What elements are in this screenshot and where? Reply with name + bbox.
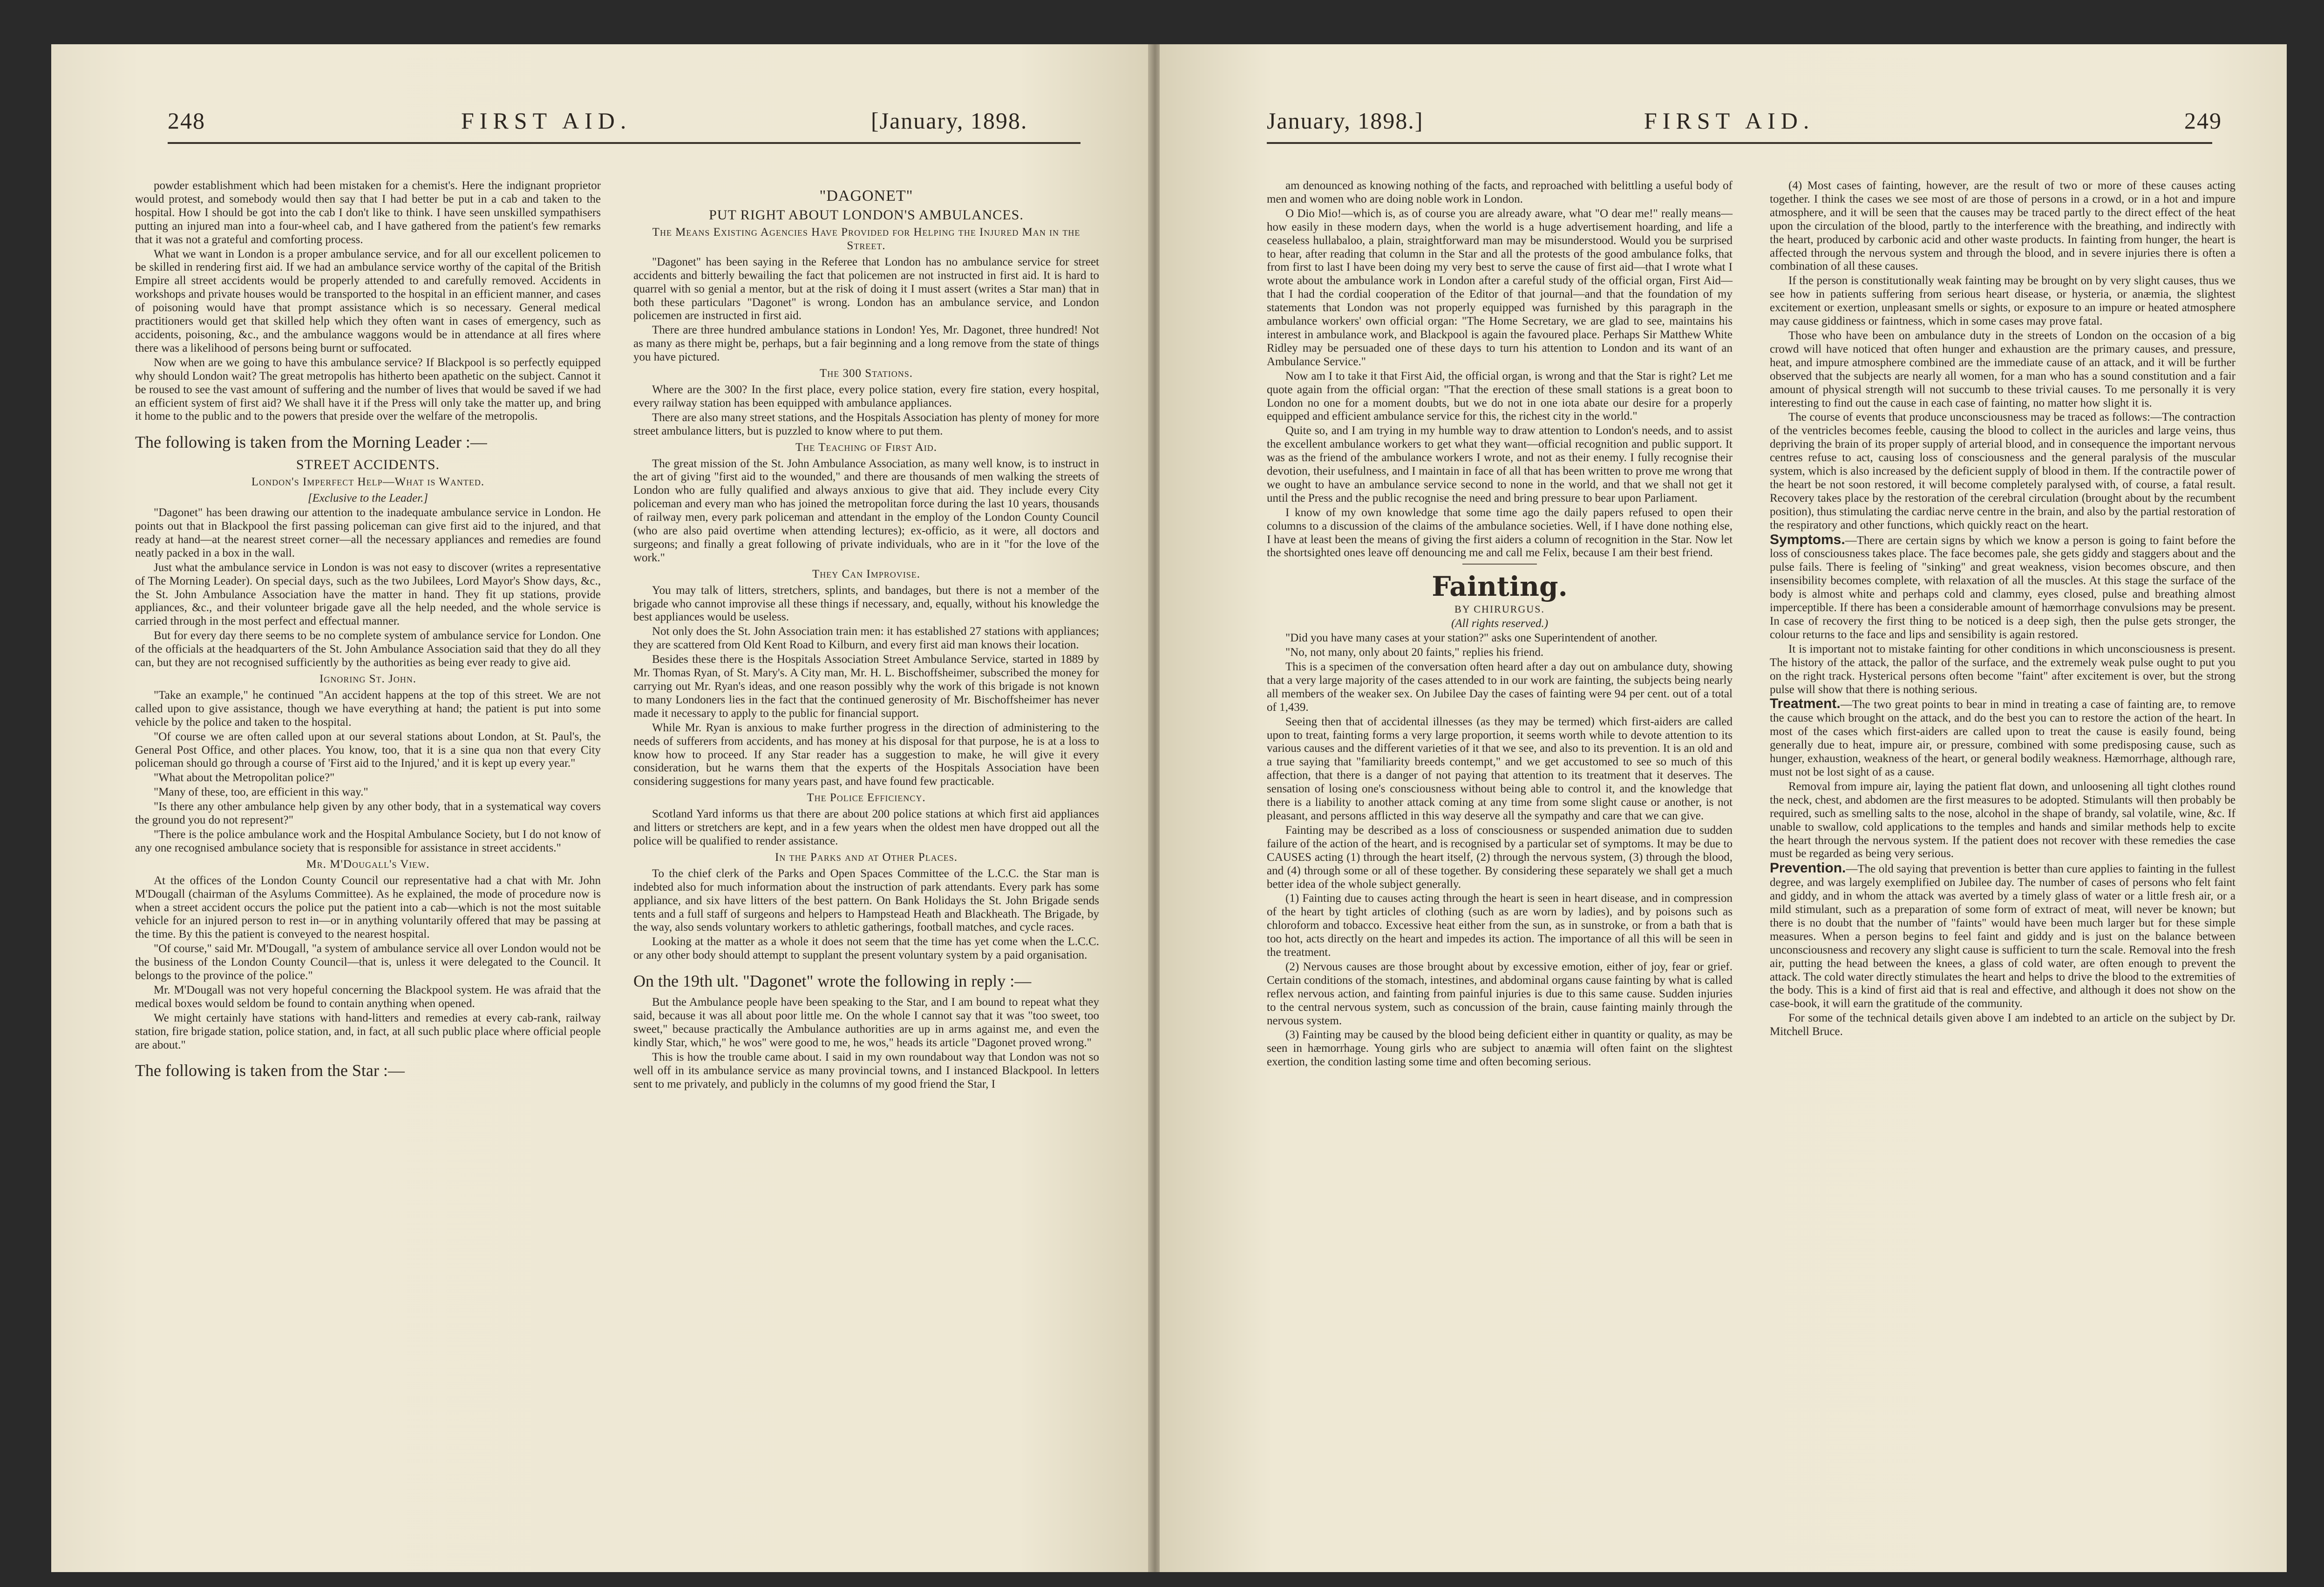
paragraph: Seeing then that of accidental illnesses (as they may be termed) which first-aiders are called upon to treat, fainting forms a very large proportion, it seems worth while to devote attention to its various causes and the different varieties of it that we see, and also to its prevention. It is an old and a true saying that "familiarity breeds contempt," and we get accustomed to see so much of this affection, that there is a danger of not paying that attention to its treatment that it deserves. The sensation of losing one's consciousness without being able to control it, and the knowledge that there is a liability to another attack coming at any time from some slight cause or another, is not pleasant, and persons afflicted in this way deserve all the sympathy and care that we can give. xyxy=(1267,715,1733,822)
paragraph: "Did you have many cases at your station?" asks one Superintendent of another. xyxy=(1285,632,1658,645)
paragraph: "Of course we are often called upon at our several stations about London, at St. Paul's, the General Post Office, and other places. You know, too, that it is a sine qua non that every City policeman should go through a course of 'First aid to the Injured,' and it is kept up every year." xyxy=(135,730,601,770)
paragraph: "What about the Metropolitan police?" xyxy=(154,771,335,784)
issue-date: January, 1898.] xyxy=(1267,108,1424,134)
paragraph-text: —There are certain signs by which we know a person is going to faint before the loss of consciousness takes place. The face becomes pale, she gets giddy and staggers about and the pulse fails. There is feeling of "sinking" and great weakness, vision becomes obscure, and then insensibility becomes complete, with relaxation of all the muscles. At this stage the surface of the body is almost white and perhaps cold and clammy, eyes closed, pulse and breathing almost imperceptible. If there has been a considerable amount of hæmorrhage convulsions may be present. In case of recovery the first thing to be noticed is a deep sigh, then the pulse gets stronger, the colour returns to the face and lips and sensibility is again restored. xyxy=(1770,534,2236,641)
paragraph: I know of my own knowledge that some time ago the daily papers refused to open their columns to a discussion of the claims of the ambulance societies. Well, if I have done nothing else, I have at least been the means of giving the first aiders a column of recognition in the Star. Now let the shortsighted ones leave off denouncing me and call me Felix, because I am their best friend. xyxy=(1267,506,1733,559)
lead-in-line: The following is taken from the Star :— xyxy=(135,1061,405,1080)
paragraph: There are three hundred ambulance stations in London! Yes, Mr. Dagonet, three hundred! Not as many as there might be, perhaps, but a fair beginning and a long remove from the state of things you have pictured. xyxy=(633,324,1099,364)
paragraph: powder establishment which had been mistaken for a chemist's. Here the indignant proprietor would protest, and somebody would then say that I had better be put in a cab and taken to the hospital. How I should be got into the cab I don't like to think. I have seen unskilled sympathisers putting an injured man into a four-wheel cab, and I have gathered from the patient's few remarks that it was not a grateful and comforting process. xyxy=(135,179,601,246)
section-heading: The Means Existing Agencies Have Provided for Helping the Injured Man in the Street. xyxy=(652,226,1080,252)
right-column-1 xyxy=(1267,179,1733,1070)
paragraph: What we want in London is a proper ambulance service, and for all our excellent policemen to be skilled in rendering first aid. If we had an ambulance service worthy of the capital of the British Empire all street accidents would be properly attended to and carefully removed. Accidents in workshops and private houses would be transported to the hospital in an efficient manner, and cases of poisoning would have that prompt assistance which is so necessary. General medical practitioners would get that skilled help which they often want in cases of emergency, such as accidents, poisoning, &c., and the ambulance waggons would be in attendance at all fires where there was a likelihood of persons being burnt or suffocated. xyxy=(135,247,601,354)
page-number: 249 xyxy=(2184,108,2222,134)
paragraph: Scotland Yard informs us that there are about 200 police stations at which first aid appliances and litters or stretchers are kept, and in a few years when the oldest men have dropped out all the police will be qualified to render assistance. xyxy=(633,808,1099,847)
paragraph: Quite so, and I am trying in my humble way to draw attention to London's needs, and to assist the excellent ambulance workers to get what they want—official recognition and public support. It was as the friend of the ambulance workers I wrote, and not as their enemy. I fully recognise their devotion, their usefulness, and I maintain in face of all that has been written to prove me wrong that we ought to have an ambulance service second to none in the world, and that we shall not get it until the Press and the public recognise the need and bring pressure to bear upon Parliament. xyxy=(1267,424,1733,504)
running-title: FIRST AID. xyxy=(461,108,632,134)
paragraph: "Dagonet" has been drawing our attention to the inadequate ambulance service in London. He points out that in Blackpool the first passing policeman can give first aid to the injured, and that ready at hand—at the nearest street corner—all the necessary appliances and remedies are found neatly packed in a box in the wall. xyxy=(135,506,601,559)
paragraph: While Mr. Ryan is anxious to make further progress in the direction of administering to the needs of sufferers from accidents, and has money at his disposal for that purpose, he is at a loss to know how to proceed. If any Star reader has a suggestion to make, he will give it every consideration, but he warns them that the experts of the Hospitals Association have been considering suggestions for many years past, and have found few practicable. xyxy=(633,721,1099,788)
paragraph: "Is there any other ambulance help given by any other body, that in a systematical way covers the ground you do not represent?" xyxy=(135,800,601,827)
subsection-caption: Prevention. xyxy=(1770,860,1846,876)
section-heading: The Police Efficiency. xyxy=(807,791,926,804)
paragraph-text: —The two great points to bear in mind in treating a case of fainting are, to remove the cause which brought on the attack, and do the best you can to restore the action of the heart. In most of the cases which first-aiders are called upon to treat the cause is easily found, being generally due to heat, impure air, or pressure, combined with some predisposing cause, such as hunger, exhaustion, weakness of the heart, or general bodily weakness. Hæmorrhage, although rare, must not be lost sight of as a cause. xyxy=(1770,698,2236,778)
paragraph xyxy=(1770,697,2236,779)
paragraph: This is a specimen of the conversation often heard after a day out on ambulance duty, showing that a very large majority of the cases attended to in our work are fainting, the subjects being nearly all members of the weaker sex. On Jubilee Day the cases of fainting were 94 per cent. out of a total of 1,439. xyxy=(1267,661,1733,714)
section-heading: Ignoring St. John. xyxy=(319,673,416,685)
section-heading: Mr. M'Dougall's View. xyxy=(306,858,430,871)
paragraph: am denounced as knowing nothing of the facts, and reproached with belittling a useful body of men and women who are doing noble work in London. xyxy=(1267,179,1733,205)
paragraph: Not only does the St. John Association train men: it has established 27 stations with appliances; they are scattered from Old Kent Road to Kilburn, and every first aid man knows their location. xyxy=(633,625,1099,652)
article-title: Fainting. xyxy=(1432,571,1568,603)
lead-in-line: The following is taken from the Morning Leader :— xyxy=(135,433,487,452)
subheading: PUT RIGHT ABOUT LONDON'S AMBULANCES. xyxy=(709,207,1024,223)
subsection-caption: Treatment. xyxy=(1770,696,1841,712)
section-heading: In the Parks and at Other Places. xyxy=(775,851,958,864)
paragraph: "Of course," said Mr. M'Dougall, "a system of ambulance service all over London would not be the business of the London County Council—that is, unless it were delegated to the Council. It belongs to the province of the police." xyxy=(135,942,601,982)
paragraph: (4) Most cases of fainting, however, are the result of two or more of these causes acting together. I think the cases we see most of are those of persons in a crowd, or in a hot and impure atmosphere, and it will be seen that the causes may be traced partly to the direct effect of the heat upon the circulation of the blood, partly to the interference with the breathing, and indirectly with the heart, produced by carbonic acid and other waste products. In fainting from hunger, the heart is affected through the nervous system and through the blood, and in severe injuries there is often a combination of all these causes. xyxy=(1770,179,2236,273)
paragraph: "Take an example," he continued "An accident happens at the top of this street. We are not called upon to give assistance, though we have everything at hand; the patient is put into some vehicle by the police and taken to the hospital. xyxy=(135,688,601,729)
italic-note: (All rights reserved.) xyxy=(1451,617,1549,630)
section-heading: The 300 Stations. xyxy=(820,367,913,380)
divider xyxy=(1462,564,1537,565)
paragraph: "Dagonet" has been saying in the Referee that London has no ambulance service for street accidents and bitterly bewailing the fact that policemen are not instructed in first aid. It is hard to quarrel with so genial a mentor, but at the risk of doing it I must assert (writes a Star man) that in both these particulars "Dagonet" is wrong. London has an ambulance service, and London policemen are instructed in first aid. xyxy=(633,255,1099,322)
running-title: FIRST AID. xyxy=(1644,108,1815,134)
right-column-2 xyxy=(1770,179,2236,1040)
lead-in-line: On the 19th ult. "Dagonet" wrote the following in reply :— xyxy=(633,972,1032,991)
paragraph: Fainting may be described as a loss of consciousness or suspended animation due to sudden failure of the action of the heart, and is recognised by a particular set of symptoms. It may be due to CAUSES acting (1) through the heart itself, (2) through the nervous system, (3) through the blood, and (4) through some or all of these together. By considering these separately we shall get a much better idea of the whole subject generally. xyxy=(1267,824,1733,891)
paragraph: You may talk of litters, stretchers, splints, and bandages, but there is not a member of the brigade who cannot improvise all these things if necessary, and, equally, without his knowledge the best appliances would be useless. xyxy=(633,584,1099,624)
paragraph: Removal from impure air, laying the patient flat down, and unloosening all tight clothes round the neck, chest, and abdomen are the first measures to be adopted. Stimulants will then probably be required, such as smelling salts to the nose, alcohol in the shape of brandy, sal volatile, wine, &c. If unable to swallow, cold applications to the temples and hands and similar methods help to excite the heart through the nervous system. If the patient does not recover with these remedies the case must be regarded as being very serious. xyxy=(1770,780,2236,860)
left-column-2 xyxy=(633,179,1099,1092)
paragraph: (3) Fainting may be caused by the blood being deficient either in quantity or quality, as may be seen in hæmorrhage. Young girls who are subject to anæmia will often faint on the slightest exertion, the condition lasting some time and often becoming serious. xyxy=(1267,1028,1733,1069)
section-heading: London's Imperfect Help—What is Wanted. xyxy=(251,476,485,489)
paragraph: "No, not many, only about 20 faints," replies his friend. xyxy=(1285,646,1544,659)
paragraph: Now when are we going to have this ambulance service? If Blackpool is so perfectly equipped why should London wait? The great metropolis has hitherto been apathetic on the subject. Cannot it be roused to see the vast amount of suffering and the number of lives that would be saved if we had an efficient system of first aid? We shall have it if the Press will only take the matter up, and bring it home to the public and to the powers that preside over the welfare of the metropolis. xyxy=(135,356,601,423)
paragraph: Besides these there is the Hospitals Association Street Ambulance Service, started in 1889 by Mr. Thomas Ryan, of St. Mary's. A City man, Mr. H. L. Bischoffsheimer, subscribed the money for carrying out Mr. Ryan's ideas, and one reason possibly why the work of this brigade is not known to many Londoners lies in the fact that the continued generosity of Mr. Bischoffsheimer has never made it necessary to apply to the public for financial support. xyxy=(633,653,1099,720)
paragraph: Where are the 300? In the first place, every police station, every fire station, every hospital, every railway station has been equipped with ambulance appliances. xyxy=(633,383,1099,409)
paragraph: "There is the police ambulance work and the Hospital Ambulance Society, but I do not know of any one recognised ambulance society that is responsible for assistance in street accidents." xyxy=(135,828,601,854)
paragraph-text: —The old saying that prevention is better than cure applies to fainting in the fullest degree, and was largely exemplified on Jubilee day. The number of cases of persons who felt faint and giddy, and in whom the attack was averted by a timely glass of water or a little fresh air, or a mild stimulant, such as a preparation of some form of extract of meat, will never be known; but there is no doubt that the number of "faints" would have been much larger but for these simple measures. When a person begins to feel faint and giddy and is just on the balance between unconsciousness and recovery any slight cause is sufficient to turn the scale. Removal into the fresh air, putting the head between the knees, a glass of cold water, are often enough to prevent the attack. The cold water directly stimulates the heart and helps to drive the blood to the extremities of the body. This is a kind of first aid that is real and effective, and although it does not show on the case-book, it will earn the gratitude of the community. xyxy=(1770,863,2236,1010)
paragraph: We might certainly have stations with hand-litters and remedies at every cab-rank, railway station, fire brigade station, police station, and, in fact, at all such public place where official people are about." xyxy=(135,1011,601,1051)
book-spread xyxy=(51,44,2287,1572)
subheading: STREET ACCIDENTS. xyxy=(296,457,440,473)
header-rule xyxy=(1267,142,2212,144)
paragraph: Just what the ambulance service in London is was not easy to discover (writes a representative of The Morning Leader). On special days, such as the two Jubilees, Lord Mayor's Show days, &c., the St. John Ambulance Association have the matter in hand. They fit up stations, provide appliances, &c., and their volunteer brigade gave all the help needed, and the whole service is carried through in the most perfect and effectual manner. xyxy=(135,561,601,628)
paragraph: Mr. M'Dougall was not very hopeful concerning the Blackpool system. He was afraid that the medical boxes would seldom be found to contain anything when opened. xyxy=(135,983,601,1010)
paragraph: Those who have been on ambulance duty in the streets of London on the occasion of a big crowd will have noticed that often hunger and exhaustion are the primary causes, and pressure, heat, and impure atmosphere combined are the immediate cause of an attack, and it will be further observed that the subjects are nearly all women, for a man who has a sound constitution and a fair amount of physical strength will not succumb to these trivial causes. To me personally it is very interesting to find out the cause in each case of fainting, no matter how slight it is. xyxy=(1770,329,2236,409)
section-heading: They Can Improvise. xyxy=(812,567,921,580)
paragraph xyxy=(1770,533,2236,642)
paragraph: To the chief clerk of the Parks and Open Spaces Committee of the L.C.C. the Star man is indebted also for much information about the instruction of park attendants. Every park has some appliance, and six have litters of the best pattern. On Bank Holidays the St. John Brigade sends tents and a full staff of surgeons and helpers to Hampstead Heath and Blackheath. The Brigade, by the way, also sends voluntary workers to athletic gatherings, football matches, and cycle races. xyxy=(633,867,1099,934)
paragraph: The course of events that produce unconsciousness may be traced as follows:—The contraction of the ventricles becomes feeble, causing the blood to collect in the auricles and large veins, thus depriving the brain of its proper supply of arterial blood, and in consequence the important nervous centres refuse to act, causing loss of consciousness and the general paralysis of the muscular system, which is also increased by the deficient supply of blood in them. If the contractile power of the heart be not soon restored, it will become completely paralysed with, of course, a fatal result. Recovery takes place by the restoration of the cerebral circulation (brought about by the recumbent position), thus stimulating the cardiac nerve centre in the brain, and also by the partial restoration of the respiratory and other functions, which quickly react on the heart. xyxy=(1770,411,2236,531)
byline: BY CHIRURGUS. xyxy=(1454,603,1545,615)
page-number: 248 xyxy=(168,108,205,134)
paragraph: (2) Nervous causes are those brought about by excessive emotion, either of joy, fear or grief. Certain conditions of the stomach, intestines, and abdominal organs cause fainting by what is called reflex nervous action, and fainting from painful injuries is due to this same cause. Sudden injuries to the central nervous system, such as concussion of the brain, cause fainting mainly through the nervous system. xyxy=(1267,960,1733,1027)
issue-date: [January, 1898. xyxy=(871,108,1028,134)
paragraph: If the person is constitutionally weak fainting may be brought on by very slight causes, thus we see how in patients suffering from serious heart disease, or hysteria, or anæmia, the slightest excitement or exertion, unpleasant smells or sights, or exposure to an impure or heated atmosphere may cause giddiness or faintness, which in some cases may prove fatal. xyxy=(1770,274,2236,328)
paragraph: For some of the technical details given above I am indebted to an article on the subject by Dr. Mitchell Bruce. xyxy=(1770,1012,2236,1038)
paragraph: But the Ambulance people have been speaking to the Star, and I am bound to repeat what they said, because it was all about poor little me. On the whole I cannot say that it was "too sweet, too sweet," because practically the Ambulance authorities are up in arms against me, and even the kindly Star, which," he wos" were good to me, he wos," heads its article "Dagonet proved wrong." xyxy=(633,996,1099,1049)
article-title: "DAGONET" xyxy=(819,187,913,204)
italic-note: [Exclusive to the Leader.] xyxy=(307,492,428,505)
paragraph: At the offices of the London County Council our representative had a chat with Mr. John M'Dougall (chairman of the Asylums Committee). As he explained, the mode of procedure now is when a street accident occurs the police put the patient into a cab—which is not the most suitable vehicle for an injured person to rest in—or in anything voluntarily offered that may be passing at the time. By this the patient is conveyed to the nearest hospital. xyxy=(135,874,601,941)
section-heading: The Teaching of First Aid. xyxy=(795,441,937,454)
paragraph: But for every day there seems to be no complete system of ambulance service for London. One of the officials at the headquarters of the St. John Ambulance Association said that they do all they can, but they are not recognised sufficiently by the authorities as being ever ready to give aid. xyxy=(135,629,601,669)
header-rule xyxy=(168,142,1080,144)
paragraph: The great mission of the St. John Ambulance Association, as many well know, is to instruct in the art of giving "first aid to the wounded," and there are thousands of men walking the streets of London who are fully qualified and always anxious to give that aid. They include every City policeman and every man who has joined the metropolitan force during the last 10 years, thousands of railway men, every park policeman and attendant in the employ of the London County Council (who are also paid overtime when attending lectures); ex-officio, as it were, all doctors and surgeons; and finally a great following of private individuals, who are in it "for the love of the work." xyxy=(633,457,1099,564)
paragraph: (1) Fainting due to causes acting through the heart is seen in heart disease, and in compression of the heart by tight articles of clothing (such as are worn by ladies), and by poisons such as chloroform and tobacco. Excessive heat either from the sun, as in sunstroke, or from a bath that is too hot, acts directly on the heart and impedes its action. The importance of all this will be seen in the treatment. xyxy=(1267,892,1733,959)
paragraph: O Dio Mio!—which is, as of course you are already aware, what "O dear me!" really means—how easily in these modern days, when the world is a huge advertisement hoarding, and life a ceaseless hullabaloo, a plain, straightforward man may be misunderstood. Would you be surprised to hear, after reading that column in the Star and all the protests of the good ambulance folks, that from first to last I have been doing my very best to serve the cause of first aid—that I wrote what I wrote about the ambulance work in London after a careful study of the official organ, First Aid—that I had the cordial cooperation of the Editor of that journal—and that the foundation of my statements that London was not properly equipped was furnished by this paragraph in the ambulance workers' own official organ: "The Home Secretary, we are glad to see, maintains his interest in ambulance work, and Blackpool is again the favoured place. Perhaps Sir Matthew White Ridley may be persuaded one of these days to turn his attention to London and its want of an Ambulance Service." xyxy=(1267,207,1733,368)
left-page xyxy=(51,44,1150,1572)
paragraph: This is how the trouble came about. I said in my own roundabout way that London was not so well off in its ambulance service as many provincial towns, and I instanced Blackpool. In letters sent to me privately, and publicly in the columns of my good friend the Star, I xyxy=(633,1050,1099,1090)
right-page xyxy=(1160,44,2287,1572)
paragraph: It is important not to mistake fainting for other conditions in which unconsciousness is present. The history of the attack, the pallor of the surface, and the extremely weak pulse ought to put you on the right track. Hysterical persons often become "faint" after excitement is over, but the strong pulse will show that there is nothing serious. xyxy=(1770,642,2236,696)
paragraph: "Many of these, too, are efficient in this way." xyxy=(154,786,368,799)
subsection-caption: Symptoms. xyxy=(1770,531,1845,547)
paragraph: There are also many street stations, and the Hospitals Association has plenty of money for more street ambulance litters, but is puzzled to know where to put them. xyxy=(633,411,1099,437)
paragraph xyxy=(1770,862,2236,1011)
left-column-1 xyxy=(135,179,601,1085)
paragraph: Looking at the matter as a whole it does not seem that the time has yet come when the L.C.C. or any other body should attempt to supplant the present voluntary system by a paid organisation. xyxy=(633,935,1099,962)
paragraph: Now am I to take it that First Aid, the official organ, is wrong and that the Star is right? Let me quote again from the official organ: "That the erection of these small stations is a great boon to London no one for a moment doubts, but we do not in one iota abate our desire for a properly equipped and efficient ambulance service for this, the richest city in the world." xyxy=(1267,369,1733,423)
